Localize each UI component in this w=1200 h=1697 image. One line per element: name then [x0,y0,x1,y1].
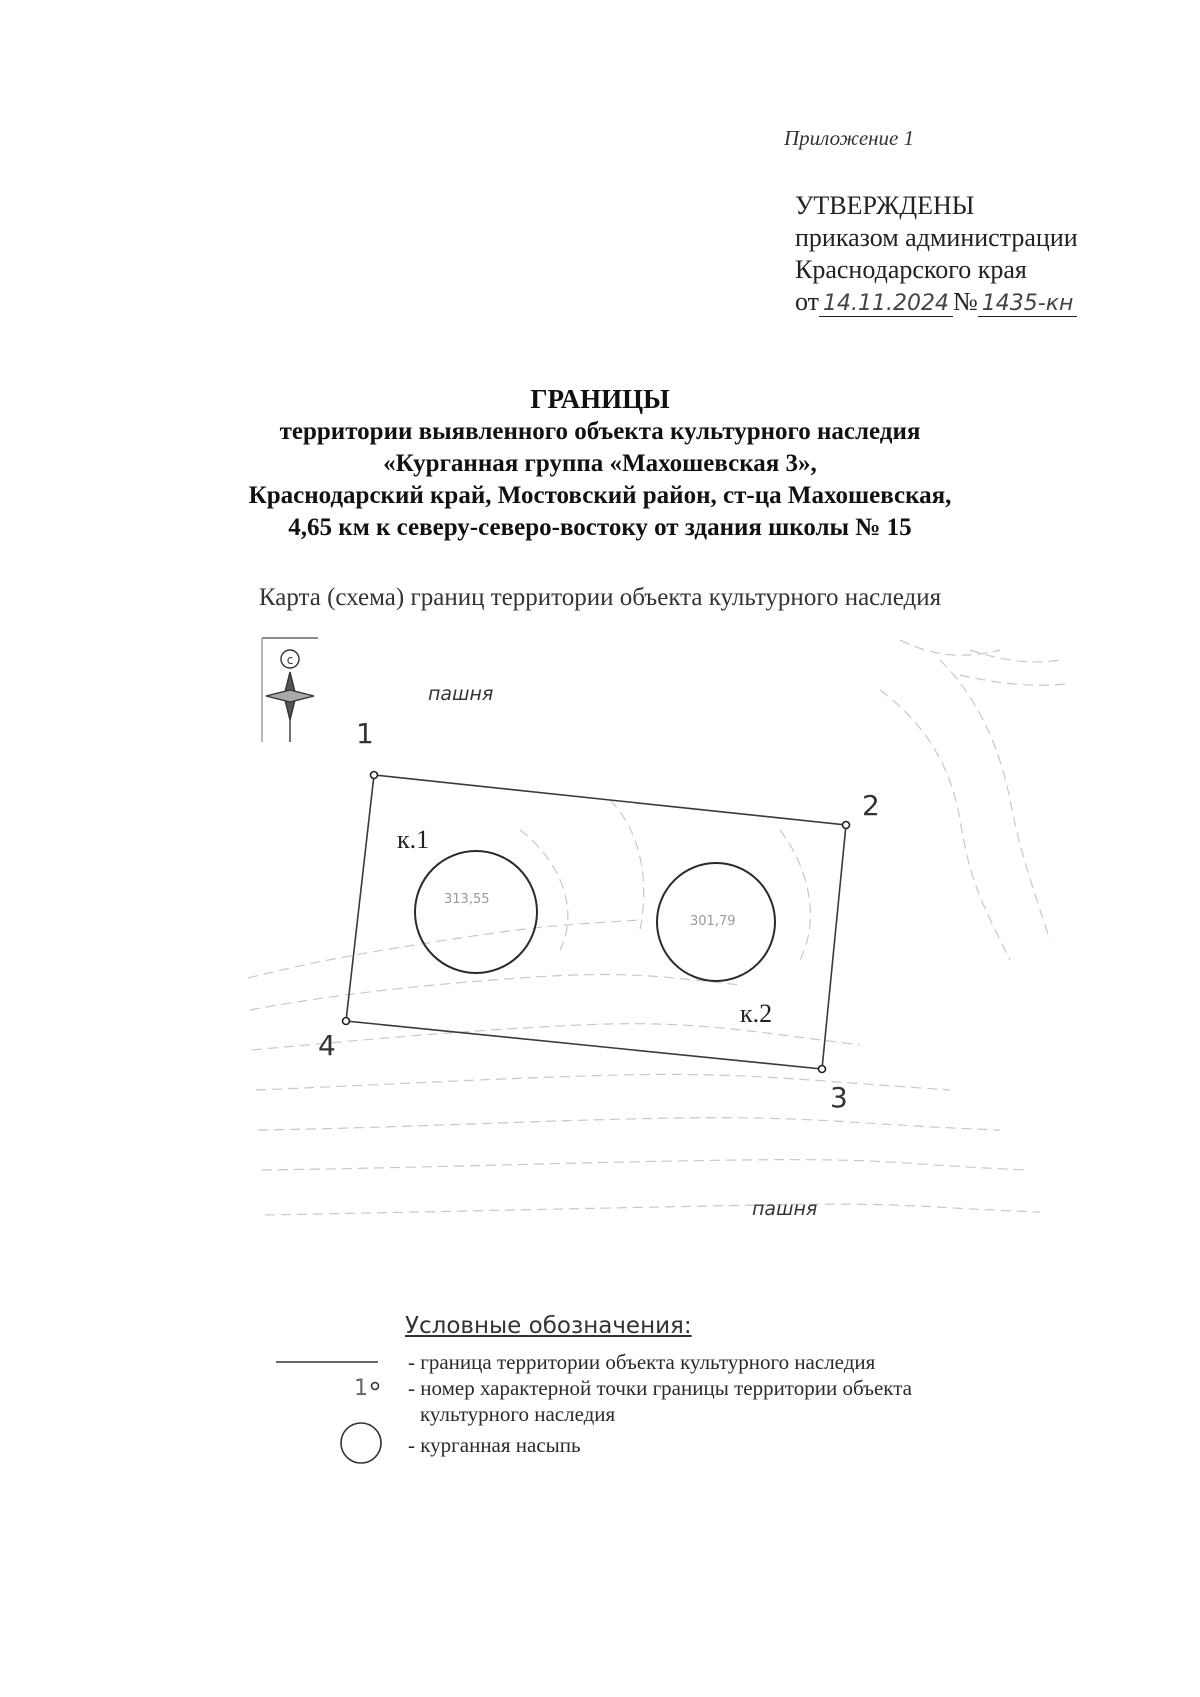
legend-point-symbol [372,1383,379,1390]
boundary-point-1 [371,772,378,779]
order-date: 14.11.2024 [819,292,953,317]
approved-label: УТВЕРЖДЕНЫ [795,191,975,220]
order-number: 1435-кн [978,292,1078,317]
mound-1-circle [415,851,537,973]
land-label-bottom: пашня [752,1198,818,1220]
mound-1-elevation: 313,55 [444,892,490,907]
mound-1-label: к.1 [397,825,430,854]
boundary-point-4 [343,1018,350,1025]
appendix-label: Приложение 1 [784,126,915,150]
title-line-1: территории выявленного объекта культурного наследия [279,418,921,445]
map-caption: Карта (схема) границ территории объекта культурного наследия [258,584,942,611]
legend-item-point: - номер характерной точки границы территории объекта [408,1376,912,1400]
point-label-4: 4 [318,1029,336,1062]
order-line-1: приказом администрации [795,223,1078,252]
land-label-top: пашня [428,683,494,705]
north-arrow-icon [262,638,318,742]
title-main: ГРАНИЦЫ [530,384,670,414]
title-line-3: Краснодарский край, Мостовский район, ст-ца Махошевская, [248,482,952,509]
legend-item-mound: - курганная насыпь [408,1433,581,1457]
title-line-2: «Курганная группа «Махошевская 3», [383,450,817,477]
point-label-1: 1 [356,717,374,750]
number-sign: № [953,287,978,316]
legend-point-symbol-label: 1 [354,1376,368,1401]
boundary-point-2 [843,822,850,829]
legend-item-boundary: - граница территории объекта культурного наследия [408,1350,876,1374]
legend-heading: Условные обозначения: [405,1313,692,1339]
boundary-point-3 [819,1066,826,1073]
mound-2-label: к.2 [740,999,773,1028]
order-line-2: Краснодарского края [795,255,1027,284]
mound-2-elevation: 301,79 [690,914,736,929]
legend-circle-symbol [341,1423,381,1463]
point-label-2: 2 [862,789,880,822]
svg-text:c: c [286,653,294,667]
title-line-4: 4,65 км к северу-северо-востоку от здания школы № 15 [288,514,912,541]
point-label-3: 3 [830,1081,848,1114]
legend-item-point-cont: культурного наследия [420,1402,616,1426]
date-prefix: от [795,287,820,316]
